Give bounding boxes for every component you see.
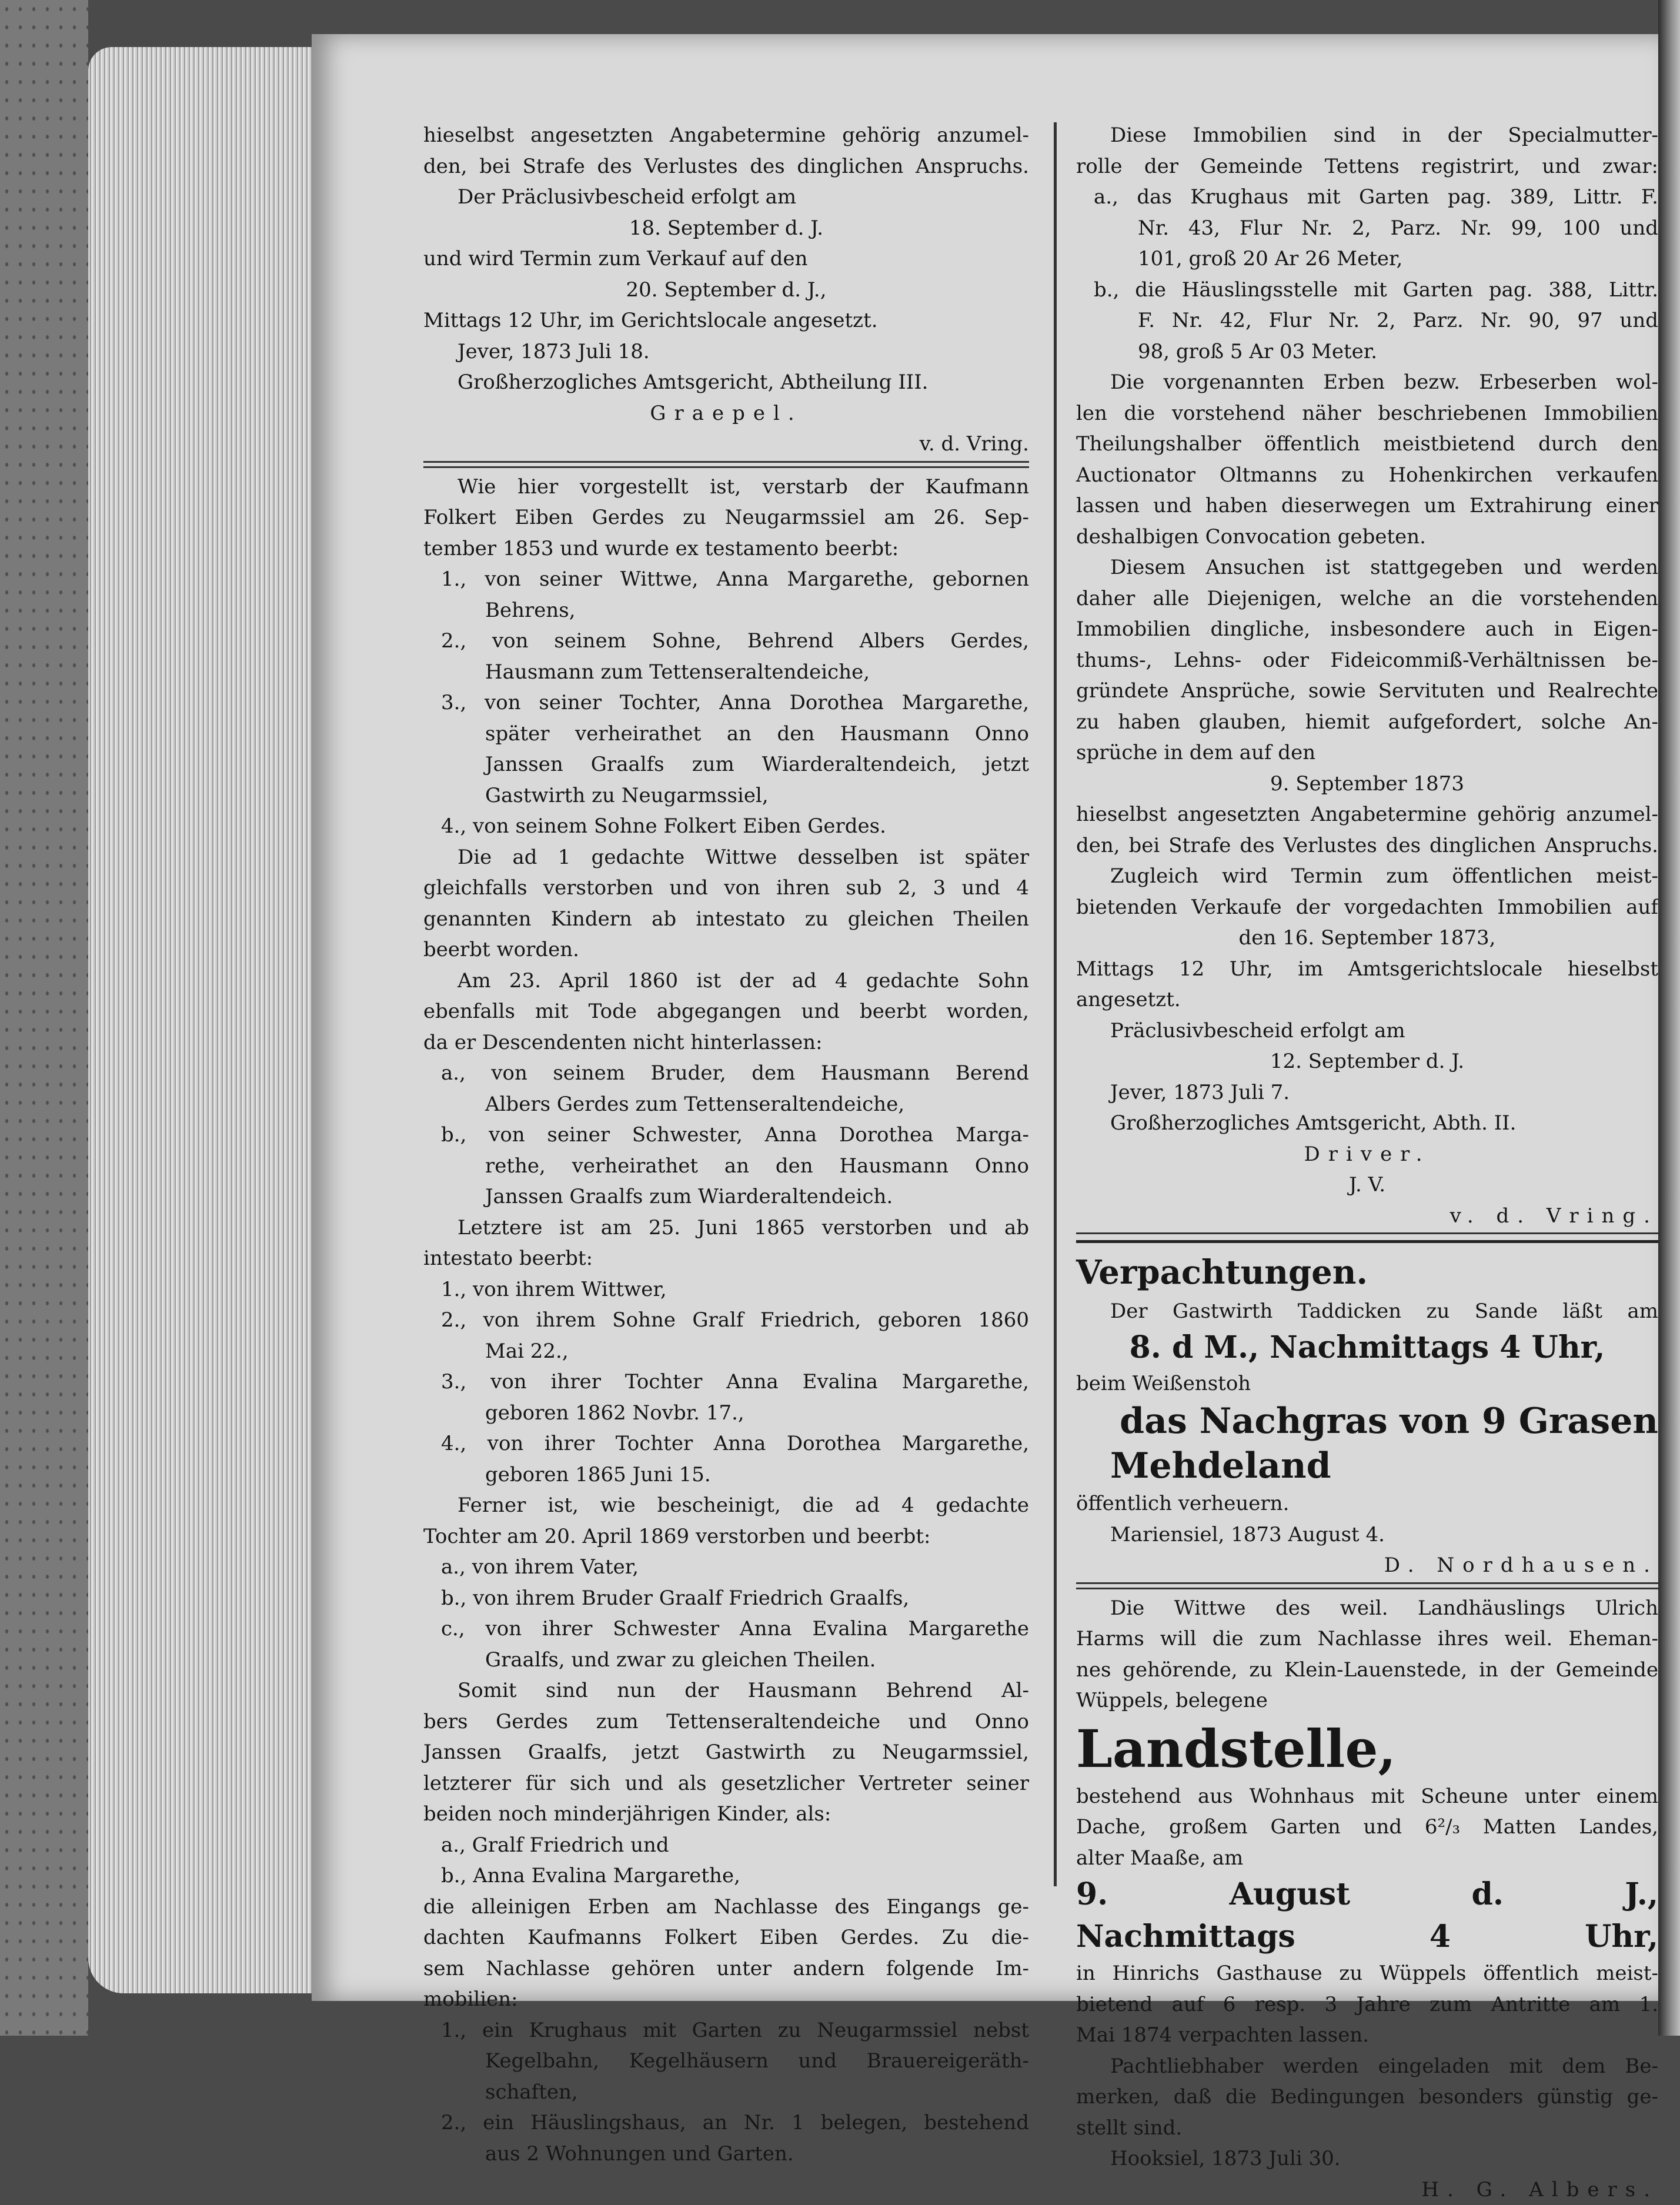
text-line: den, bei Strafe des Verlustes des dinglichen Anspruchs. [1076, 830, 1658, 861]
text-line: tember 1853 und wurde ex testamento beerbt: [423, 533, 1029, 564]
text-line: Pachtliebhaber werden eingeladen mit dem Be- [1076, 2051, 1658, 2082]
list-item: b., von seiner Schwester, Anna Dorothea Marga- [423, 1120, 1029, 1151]
text-line: Theilungshalber öffentlich meistbietend durch den [1076, 429, 1658, 460]
list-item: geboren 1865 Juni 15. [423, 1459, 1029, 1491]
list-item: Behrens, [423, 595, 1029, 626]
text-line: Der Gastwirth Taddicken zu Sande läßt am [1076, 1296, 1658, 1327]
list-item: 2., von ihrem Sohne Gralf Friedrich, geboren 1860 [423, 1305, 1029, 1336]
text-line: bestehend aus Wohnhaus mit Scheune unter einem [1076, 1781, 1658, 1812]
text-line: Großherzogliches Amtsgericht, Abth. II. [1076, 1108, 1658, 1139]
text-line: Immobilien dingliche, insbesondere auch in Eigen- [1076, 614, 1658, 645]
list-item: 2., ein Häuslingshaus, an Nr. 1 belegen, bestehend [423, 2107, 1029, 2139]
text-line: Mai 1874 verpachten lassen. [1076, 2020, 1658, 2051]
list-item: a., von ihrem Vater, [423, 1552, 1029, 1583]
list-item: Albers Gerdes zum Tettenseraltendeiche, [423, 1089, 1029, 1120]
text-line: Großherzogliches Amtsgericht, Abtheilung III. [423, 367, 1029, 398]
list-item: Kegelbahn, Kegelhäusern und Brauereigeräth- [423, 2046, 1029, 2077]
list-item: schaften, [423, 2077, 1029, 2108]
signature: D. Nordhausen. [1076, 1550, 1658, 1584]
list-item: b., die Häuslingsstelle mit Garten pag. 388, Littr. [1076, 275, 1658, 306]
list-item: geboren 1862 Novbr. 17., [423, 1398, 1029, 1429]
text-line: hieselbst angesetzten Angabetermine gehörig anzumel- [423, 120, 1029, 151]
text-line: Die ad 1 gedachte Wittwe desselben ist später [423, 842, 1029, 873]
signature: v. d. Vring. [423, 429, 1029, 463]
text-line: ebenfalls mit Tode abgegangen und beerbt worden, [423, 996, 1029, 1027]
signature: v. d. Vring. [1076, 1201, 1658, 1235]
book-cover-edge [0, 0, 88, 2036]
list-item: rethe, verheirathet an den Hausmann Onno [423, 1151, 1029, 1182]
list-item: Graalfs, und zwar zu gleichen Theilen. [423, 1645, 1029, 1676]
list-item: 4., von ihrer Tochter Anna Dorothea Margarethe, [423, 1428, 1029, 1459]
text-line: Zugleich wird Termin zum öffentlichen meist- [1076, 861, 1658, 892]
signature: H. G. Albers. [1076, 2174, 1658, 2205]
list-item: b., von ihrem Bruder Graalf Friedrich Graalfs, [423, 1583, 1029, 1614]
text-line: intestato beerbt: [423, 1243, 1029, 1274]
text-line: thums-, Lehns- oder Fideicommiß-Verhältnissen be- [1076, 645, 1658, 676]
text-line: len die vorstehend näher beschriebenen Immobilien [1076, 398, 1658, 429]
list-item: aus 2 Wohnungen und Garten. [423, 2139, 1029, 2170]
text-line: angesetzt. [1076, 984, 1658, 1015]
text-line: Jever, 1873 Juli 7. [1076, 1077, 1658, 1108]
list-item: 1., von seiner Wittwe, Anna Margarethe, gebornen [423, 564, 1029, 595]
text-line: Wie hier vorgestellt ist, verstarb der Kaufmann [423, 472, 1029, 503]
text-line: Mariensiel, 1873 August 4. [1076, 1519, 1658, 1551]
text-line: 12. September d. J. [1076, 1046, 1658, 1077]
text-line: genannten Kindern ab intestato zu gleichen Theilen [423, 904, 1029, 935]
list-item: F. Nr. 42, Flur Nr. 2, Parz. Nr. 90, 97 und [1076, 305, 1658, 336]
text-line: Auctionator Oltmanns zu Hohenkirchen verkaufen [1076, 460, 1658, 491]
text-line: 18. September d. J. [423, 213, 1029, 244]
text-line: bers Gerdes zum Tettenseraltendeiche und Onno [423, 1706, 1029, 1738]
text-line: gründete Ansprüche, sowie Servituten und Realrechte [1076, 676, 1658, 707]
text-line: deshalbigen Convocation gebeten. [1076, 522, 1658, 553]
text-line: den 16. September 1873, [1076, 923, 1658, 954]
text-line: Hooksiel, 1873 Juli 30. [1076, 2143, 1658, 2174]
text-line: die alleinigen Erben am Nachlasse des Eingangs ge- [423, 1892, 1029, 1923]
signature: Graepel. [423, 398, 1029, 429]
text-line: Die Wittwe des weil. Landhäuslings Ulrich [1076, 1593, 1658, 1624]
text-line: Mittags 12 Uhr, im Amtsgerichtslocale hieselbst [1076, 954, 1658, 985]
text-line: zu haben glauben, hiemit aufgefordert, solche An- [1076, 707, 1658, 738]
text-line: daher alle Diejenigen, welche an die vorstehenden [1076, 583, 1658, 614]
text-line: Somit sind nun der Hausmann Behrend Al- [423, 1675, 1029, 1706]
next-page-edge [1658, 0, 1680, 2036]
text-line: Mittags 12 Uhr, im Gerichtslocale angesetzt. [423, 305, 1029, 336]
signature: J. V. [1076, 1170, 1658, 1201]
section-heading: Verpachtungen. [1076, 1249, 1658, 1296]
text-line: Ferner ist, wie bescheinigt, die ad 4 gedachte [423, 1490, 1029, 1521]
list-item: Janssen Graalfs zum Wiarderaltendeich. [423, 1181, 1029, 1212]
separator-rule [1076, 1240, 1658, 1243]
text-line: beiden noch minderjährigen Kinder, als: [423, 1799, 1029, 1830]
text-line: mobilien: [423, 1984, 1029, 2015]
right-column [1076, 120, 1658, 2205]
list-item: 3., von seiner Tochter, Anna Dorothea Margarethe, [423, 687, 1029, 719]
text-line: Jever, 1873 Juli 18. [423, 336, 1029, 368]
text-line: und wird Termin zum Verkauf auf den [423, 243, 1029, 275]
text-line: Diesem Ansuchen ist stattgegeben und werden [1076, 552, 1658, 583]
ad-headline: Landstelle, [1076, 1716, 1658, 1781]
text-line: nes gehörende, zu Klein-Lauenstede, in der Gemeinde [1076, 1655, 1658, 1686]
list-item: Nr. 43, Flur Nr. 2, Parz. Nr. 99, 100 und [1076, 213, 1658, 244]
text-line: lassen und haben dieserwegen um Extrahirung einer [1076, 490, 1658, 522]
page-stack [88, 47, 312, 1993]
text-line: Der Präclusivbescheid erfolgt am [423, 182, 1029, 213]
list-item: 101, groß 20 Ar 26 Meter, [1076, 243, 1658, 275]
ad-headline: das Nachgras von 9 Grasen [1076, 1399, 1658, 1444]
text-line: Janssen Graalfs, jetzt Gastwirth zu Neugarmssiel, [423, 1737, 1029, 1768]
list-item: a., Gralf Friedrich und [423, 1830, 1029, 1861]
text-line: den, bei Strafe des Verlustes des dinglichen Anspruchs. [423, 151, 1029, 182]
text-line: Letztere ist am 25. Juni 1865 verstorben und ab [423, 1212, 1029, 1244]
list-item: 1., von ihrem Wittwer, [423, 1274, 1029, 1305]
list-item: 3., von ihrer Tochter Anna Evalina Margarethe, [423, 1367, 1029, 1398]
text-line: Harms will die zum Nachlasse ihres weil. Eheman- [1076, 1623, 1658, 1655]
text-line: Präclusivbescheid erfolgt am [1076, 1015, 1658, 1047]
text-line: merken, daß die Bedingungen besonders günstig ge- [1076, 2082, 1658, 2113]
list-item: später verheirathet an den Hausmann Onno [423, 719, 1029, 750]
text-line: da er Descendenten nicht hinterlassen: [423, 1027, 1029, 1058]
text-line: Am 23. April 1860 ist der ad 4 gedachte Sohn [423, 965, 1029, 997]
text-line: Folkert Eiben Gerdes zu Neugarmssiel am 26. Sep- [423, 502, 1029, 533]
ad-headline: Nachmittags 4 Uhr, [1076, 1916, 1658, 1958]
newspaper-page [312, 34, 1658, 2001]
list-item: 1., ein Krughaus mit Garten zu Neugarmssiel nebst [423, 2015, 1029, 2046]
text-line: bietend auf 6 resp. 3 Jahre zum Antritte am 1. [1076, 1989, 1658, 2020]
separator-rule [1076, 1588, 1658, 1589]
text-line: Diese Immobilien sind in der Specialmutter- [1076, 120, 1658, 151]
text-line: alter Maaße, am [1076, 1843, 1658, 1874]
list-item: a., das Krughaus mit Garten pag. 389, Littr. F. [1076, 182, 1658, 213]
list-item: 4., von seinem Sohne Folkert Eiben Gerdes. [423, 811, 1029, 842]
list-item: Hausmann zum Tettenseraltendeiche, [423, 657, 1029, 688]
signature: Driver. [1076, 1139, 1658, 1170]
text-line: rolle der Gemeinde Tettens registrirt, und zwar: [1076, 151, 1658, 182]
text-line: gleichfalls verstorben und von ihren sub 2, 3 und 4 [423, 873, 1029, 904]
text-line: sem Nachlasse gehören unter andern folgende Im- [423, 1953, 1029, 1984]
list-item: Gastwirth zu Neugarmssiel, [423, 780, 1029, 811]
list-item: Mai 22., [423, 1336, 1029, 1367]
text-line: 9. September 1873 [1076, 769, 1658, 800]
text-line: letzterer für sich und als gesetzlicher Vertreter seiner [423, 1768, 1029, 1799]
text-line: Wüppels, belegene [1076, 1685, 1658, 1716]
separator-rule [423, 466, 1029, 468]
text-line: beim Weißenstoh [1076, 1368, 1658, 1399]
text-line: hieselbst angesetzten Angabetermine gehörig anzumel- [1076, 799, 1658, 830]
list-item: Janssen Graalfs zum Wiarderaltendeich, jetzt [423, 749, 1029, 780]
left-column [423, 120, 1029, 2169]
text-line: 20. September d. J., [423, 275, 1029, 306]
list-item: 2., von seinem Sohne, Behrend Albers Gerdes, [423, 626, 1029, 657]
ad-headline: 9. August d. J., [1076, 1873, 1658, 1916]
column-divider [1054, 122, 1057, 1886]
text-line: Dache, großem Garten und 6²/₃ Matten Landes, [1076, 1812, 1658, 1843]
list-item: 98, groß 5 Ar 03 Meter. [1076, 336, 1658, 368]
ad-headline: Mehdeland [1076, 1444, 1658, 1488]
ad-headline: 8. d M., Nachmittags 4 Uhr, [1076, 1327, 1658, 1368]
text-line: Tochter am 20. April 1869 verstorben und beerbt: [423, 1521, 1029, 1552]
text-line: bietenden Verkaufe der vorgedachten Immobilien auf [1076, 892, 1658, 923]
list-item: b., Anna Evalina Margarethe, [423, 1860, 1029, 1892]
text-line: stellt sind. [1076, 2113, 1658, 2144]
list-item: a., von seinem Bruder, dem Hausmann Berend [423, 1058, 1029, 1089]
text-line: in Hinrichs Gasthause zu Wüppels öffentlich meist- [1076, 1958, 1658, 1989]
text-line: dachten Kaufmanns Folkert Eiben Gerdes. Zu die- [423, 1922, 1029, 1953]
text-line: öffentlich verheuern. [1076, 1488, 1658, 1519]
text-line: Die vorgenannten Erben bezw. Erbeserben wol- [1076, 367, 1658, 398]
text-line: sprüche in dem auf den [1076, 737, 1658, 769]
text-line: beerbt worden. [423, 934, 1029, 965]
list-item: c., von ihrer Schwester Anna Evalina Margarethe [423, 1613, 1029, 1645]
